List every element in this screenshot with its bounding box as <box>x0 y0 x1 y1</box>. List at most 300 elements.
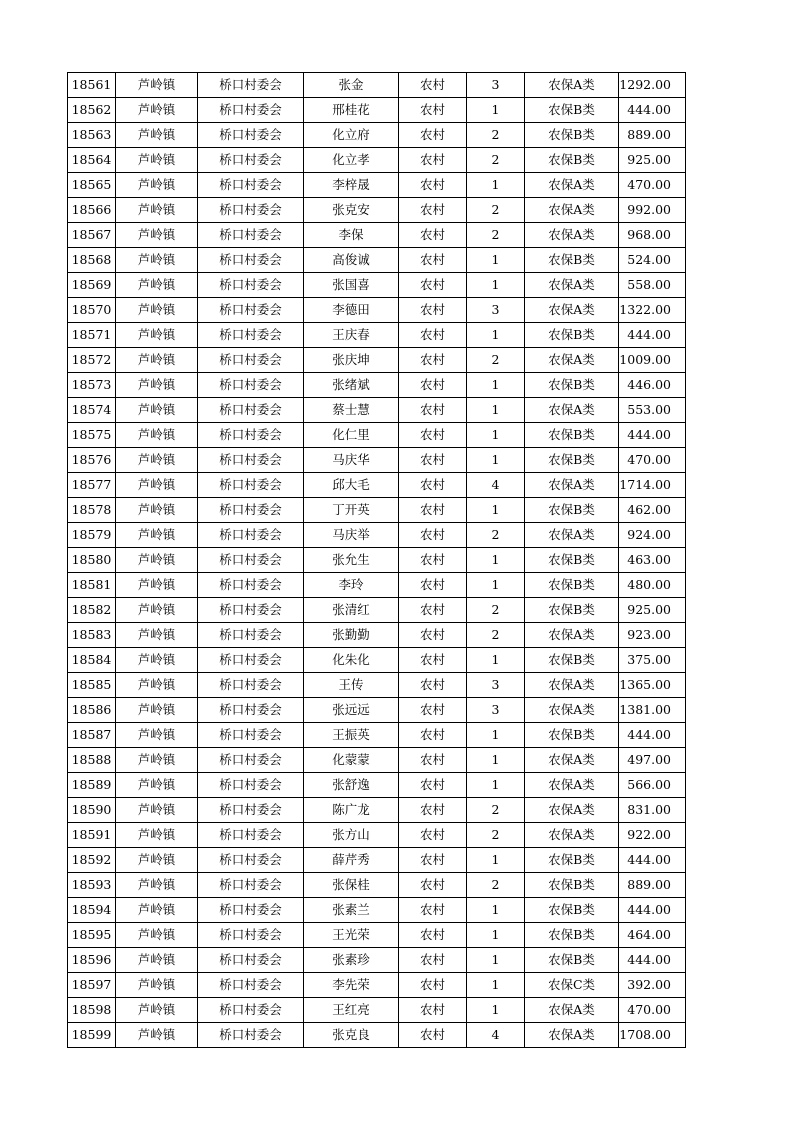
person-name-cell: 张克良 <box>304 1023 399 1048</box>
person-name-cell: 张清红 <box>304 598 399 623</box>
row-number-cell: 18588 <box>68 748 116 773</box>
row-number-cell: 18563 <box>68 123 116 148</box>
village-committee-cell: 桥口村委会 <box>198 273 304 298</box>
row-number-cell: 18596 <box>68 948 116 973</box>
insurance-category-cell: 农保B类 <box>525 548 619 573</box>
household-count-cell: 2 <box>467 873 525 898</box>
area-type-cell: 农村 <box>399 798 467 823</box>
insurance-category-cell: 农保B类 <box>525 323 619 348</box>
insurance-category-cell: 农保B类 <box>525 248 619 273</box>
table-row <box>68 648 686 673</box>
area-type-cell: 农村 <box>399 998 467 1023</box>
area-type-cell: 农村 <box>399 123 467 148</box>
table-row <box>68 173 686 198</box>
person-name-cell: 张绪斌 <box>304 373 399 398</box>
town-cell: 芦岭镇 <box>116 923 198 948</box>
row-number-cell: 18583 <box>68 623 116 648</box>
insurance-category-cell: 农保B类 <box>525 923 619 948</box>
person-name-cell: 张允生 <box>304 548 399 573</box>
insurance-category-cell: 农保B类 <box>525 423 619 448</box>
area-type-cell: 农村 <box>399 473 467 498</box>
row-number-cell: 18581 <box>68 573 116 598</box>
area-type-cell: 农村 <box>399 973 467 998</box>
household-count-cell: 3 <box>467 698 525 723</box>
village-committee-cell: 桥口村委会 <box>198 123 304 148</box>
table-row <box>68 148 686 173</box>
household-count-cell: 1 <box>467 848 525 873</box>
person-name-cell: 张国喜 <box>304 273 399 298</box>
row-number-cell: 18578 <box>68 498 116 523</box>
amount-cell: 558.00 <box>619 273 686 298</box>
person-name-cell: 李保 <box>304 223 399 248</box>
household-count-cell: 3 <box>467 673 525 698</box>
amount-cell: 392.00 <box>619 973 686 998</box>
table-row <box>68 273 686 298</box>
area-type-cell: 农村 <box>399 873 467 898</box>
village-committee-cell: 桥口村委会 <box>198 498 304 523</box>
town-cell: 芦岭镇 <box>116 423 198 448</box>
table-row <box>68 973 686 998</box>
table-row <box>68 98 686 123</box>
village-committee-cell: 桥口村委会 <box>198 298 304 323</box>
table-row <box>68 523 686 548</box>
row-number-cell: 18561 <box>68 73 116 98</box>
area-type-cell: 农村 <box>399 448 467 473</box>
area-type-cell: 农村 <box>399 898 467 923</box>
amount-cell: 1009.00 <box>619 348 686 373</box>
insurance-category-cell: 农保B类 <box>525 373 619 398</box>
village-committee-cell: 桥口村委会 <box>198 623 304 648</box>
town-cell: 芦岭镇 <box>116 548 198 573</box>
area-type-cell: 农村 <box>399 948 467 973</box>
table-row <box>68 598 686 623</box>
area-type-cell: 农村 <box>399 573 467 598</box>
household-count-cell: 1 <box>467 273 525 298</box>
town-cell: 芦岭镇 <box>116 898 198 923</box>
person-name-cell: 化仁里 <box>304 423 399 448</box>
person-name-cell: 王庆春 <box>304 323 399 348</box>
area-type-cell: 农村 <box>399 148 467 173</box>
amount-cell: 923.00 <box>619 623 686 648</box>
village-committee-cell: 桥口村委会 <box>198 698 304 723</box>
household-count-cell: 2 <box>467 348 525 373</box>
town-cell: 芦岭镇 <box>116 723 198 748</box>
amount-cell: 1292.00 <box>619 73 686 98</box>
table-row <box>68 248 686 273</box>
town-cell: 芦岭镇 <box>116 348 198 373</box>
village-committee-cell: 桥口村委会 <box>198 73 304 98</box>
household-count-cell: 1 <box>467 573 525 598</box>
table-row <box>68 573 686 598</box>
household-count-cell: 1 <box>467 248 525 273</box>
insurance-category-cell: 农保A类 <box>525 998 619 1023</box>
amount-cell: 444.00 <box>619 98 686 123</box>
insurance-category-cell: 农保A类 <box>525 173 619 198</box>
town-cell: 芦岭镇 <box>116 398 198 423</box>
village-committee-cell: 桥口村委会 <box>198 98 304 123</box>
area-type-cell: 农村 <box>399 423 467 448</box>
household-count-cell: 1 <box>467 898 525 923</box>
household-count-cell: 2 <box>467 598 525 623</box>
area-type-cell: 农村 <box>399 323 467 348</box>
household-count-cell: 2 <box>467 123 525 148</box>
household-count-cell: 3 <box>467 73 525 98</box>
insurance-category-cell: 农保A类 <box>525 673 619 698</box>
insurance-category-cell: 农保A类 <box>525 748 619 773</box>
village-committee-cell: 桥口村委会 <box>198 648 304 673</box>
table-row <box>68 348 686 373</box>
village-committee-cell: 桥口村委会 <box>198 198 304 223</box>
person-name-cell: 化立府 <box>304 123 399 148</box>
household-count-cell: 1 <box>467 948 525 973</box>
household-count-cell: 1 <box>467 748 525 773</box>
table-row <box>68 773 686 798</box>
insurance-category-cell: 农保B类 <box>525 648 619 673</box>
amount-cell: 1714.00 <box>619 473 686 498</box>
amount-cell: 889.00 <box>619 123 686 148</box>
amount-cell: 566.00 <box>619 773 686 798</box>
area-type-cell: 农村 <box>399 173 467 198</box>
row-number-cell: 18569 <box>68 273 116 298</box>
person-name-cell: 薛芹秀 <box>304 848 399 873</box>
area-type-cell: 农村 <box>399 598 467 623</box>
town-cell: 芦岭镇 <box>116 148 198 173</box>
town-cell: 芦岭镇 <box>116 73 198 98</box>
insurance-category-cell: 农保B类 <box>525 148 619 173</box>
row-number-cell: 18573 <box>68 373 116 398</box>
person-name-cell: 化立孝 <box>304 148 399 173</box>
amount-cell: 464.00 <box>619 923 686 948</box>
town-cell: 芦岭镇 <box>116 248 198 273</box>
row-number-cell: 18595 <box>68 923 116 948</box>
amount-cell: 553.00 <box>619 398 686 423</box>
area-type-cell: 农村 <box>399 1023 467 1048</box>
table-row <box>68 823 686 848</box>
town-cell: 芦岭镇 <box>116 123 198 148</box>
town-cell: 芦岭镇 <box>116 298 198 323</box>
town-cell: 芦岭镇 <box>116 98 198 123</box>
person-name-cell: 王振英 <box>304 723 399 748</box>
amount-cell: 1365.00 <box>619 673 686 698</box>
amount-cell: 1322.00 <box>619 298 686 323</box>
person-name-cell: 化朱化 <box>304 648 399 673</box>
amount-cell: 497.00 <box>619 748 686 773</box>
household-count-cell: 2 <box>467 523 525 548</box>
table-row <box>68 1023 686 1048</box>
area-type-cell: 农村 <box>399 848 467 873</box>
amount-cell: 470.00 <box>619 173 686 198</box>
person-name-cell: 丁开英 <box>304 498 399 523</box>
amount-cell: 463.00 <box>619 548 686 573</box>
amount-cell: 480.00 <box>619 573 686 598</box>
village-committee-cell: 桥口村委会 <box>198 1023 304 1048</box>
area-type-cell: 农村 <box>399 198 467 223</box>
village-committee-cell: 桥口村委会 <box>198 523 304 548</box>
insurance-category-cell: 农保A类 <box>525 73 619 98</box>
village-committee-cell: 桥口村委会 <box>198 448 304 473</box>
town-cell: 芦岭镇 <box>116 873 198 898</box>
row-number-cell: 18593 <box>68 873 116 898</box>
town-cell: 芦岭镇 <box>116 948 198 973</box>
household-count-cell: 1 <box>467 923 525 948</box>
town-cell: 芦岭镇 <box>116 773 198 798</box>
town-cell: 芦岭镇 <box>116 323 198 348</box>
town-cell: 芦岭镇 <box>116 273 198 298</box>
table-row <box>68 723 686 748</box>
table-row <box>68 123 686 148</box>
household-count-cell: 2 <box>467 798 525 823</box>
household-count-cell: 1 <box>467 323 525 348</box>
village-committee-cell: 桥口村委会 <box>198 348 304 373</box>
person-name-cell: 张金 <box>304 73 399 98</box>
person-name-cell: 李梓晟 <box>304 173 399 198</box>
table-row <box>68 223 686 248</box>
insurance-category-cell: 农保B类 <box>525 898 619 923</box>
household-count-cell: 1 <box>467 498 525 523</box>
person-name-cell: 王红亮 <box>304 998 399 1023</box>
row-number-cell: 18574 <box>68 398 116 423</box>
person-name-cell: 高俊诚 <box>304 248 399 273</box>
town-cell: 芦岭镇 <box>116 198 198 223</box>
village-committee-cell: 桥口村委会 <box>198 823 304 848</box>
household-count-cell: 1 <box>467 448 525 473</box>
insurance-category-cell: 农保A类 <box>525 823 619 848</box>
amount-cell: 444.00 <box>619 323 686 348</box>
area-type-cell: 农村 <box>399 548 467 573</box>
town-cell: 芦岭镇 <box>116 523 198 548</box>
row-number-cell: 18584 <box>68 648 116 673</box>
row-number-cell: 18575 <box>68 423 116 448</box>
row-number-cell: 18579 <box>68 523 116 548</box>
row-number-cell: 18585 <box>68 673 116 698</box>
table-row <box>68 473 686 498</box>
household-count-cell: 2 <box>467 198 525 223</box>
area-type-cell: 农村 <box>399 298 467 323</box>
town-cell: 芦岭镇 <box>116 698 198 723</box>
area-type-cell: 农村 <box>399 723 467 748</box>
household-count-cell: 1 <box>467 723 525 748</box>
household-count-cell: 1 <box>467 973 525 998</box>
amount-cell: 462.00 <box>619 498 686 523</box>
table-row <box>68 73 686 98</box>
town-cell: 芦岭镇 <box>116 623 198 648</box>
table-row <box>68 623 686 648</box>
household-count-cell: 2 <box>467 148 525 173</box>
village-committee-cell: 桥口村委会 <box>198 673 304 698</box>
person-name-cell: 邢桂花 <box>304 98 399 123</box>
person-name-cell: 张方山 <box>304 823 399 848</box>
area-type-cell: 农村 <box>399 348 467 373</box>
household-count-cell: 2 <box>467 223 525 248</box>
village-committee-cell: 桥口村委会 <box>198 373 304 398</box>
table-row <box>68 423 686 448</box>
insurance-category-cell: 农保A类 <box>525 623 619 648</box>
town-cell: 芦岭镇 <box>116 973 198 998</box>
person-name-cell: 李玲 <box>304 573 399 598</box>
insurance-category-cell: 农保C类 <box>525 973 619 998</box>
insurance-category-cell: 农保A类 <box>525 773 619 798</box>
insurance-category-cell: 农保A类 <box>525 523 619 548</box>
village-committee-cell: 桥口村委会 <box>198 948 304 973</box>
village-committee-cell: 桥口村委会 <box>198 748 304 773</box>
table-row <box>68 798 686 823</box>
table-row <box>68 498 686 523</box>
village-committee-cell: 桥口村委会 <box>198 473 304 498</box>
row-number-cell: 18571 <box>68 323 116 348</box>
person-name-cell: 张素兰 <box>304 898 399 923</box>
person-name-cell: 张勤勤 <box>304 623 399 648</box>
row-number-cell: 18587 <box>68 723 116 748</box>
amount-cell: 444.00 <box>619 723 686 748</box>
amount-cell: 925.00 <box>619 148 686 173</box>
amount-cell: 444.00 <box>619 848 686 873</box>
amount-cell: 446.00 <box>619 373 686 398</box>
person-name-cell: 李德田 <box>304 298 399 323</box>
row-number-cell: 18564 <box>68 148 116 173</box>
village-committee-cell: 桥口村委会 <box>198 173 304 198</box>
table-row <box>68 698 686 723</box>
row-number-cell: 18565 <box>68 173 116 198</box>
village-committee-cell: 桥口村委会 <box>198 798 304 823</box>
table-row <box>68 548 686 573</box>
town-cell: 芦岭镇 <box>116 823 198 848</box>
insurance-category-cell: 农保B类 <box>525 723 619 748</box>
area-type-cell: 农村 <box>399 698 467 723</box>
town-cell: 芦岭镇 <box>116 573 198 598</box>
amount-cell: 444.00 <box>619 948 686 973</box>
amount-cell: 375.00 <box>619 648 686 673</box>
table-row <box>68 923 686 948</box>
person-name-cell: 张庆坤 <box>304 348 399 373</box>
table-row <box>68 848 686 873</box>
village-committee-cell: 桥口村委会 <box>198 773 304 798</box>
village-committee-cell: 桥口村委会 <box>198 423 304 448</box>
household-count-cell: 1 <box>467 398 525 423</box>
person-name-cell: 邱大毛 <box>304 473 399 498</box>
household-count-cell: 3 <box>467 298 525 323</box>
household-count-cell: 1 <box>467 423 525 448</box>
household-count-cell: 1 <box>467 373 525 398</box>
household-count-cell: 1 <box>467 548 525 573</box>
household-count-cell: 4 <box>467 1023 525 1048</box>
village-committee-cell: 桥口村委会 <box>198 923 304 948</box>
town-cell: 芦岭镇 <box>116 748 198 773</box>
area-type-cell: 农村 <box>399 923 467 948</box>
village-committee-cell: 桥口村委会 <box>198 973 304 998</box>
village-committee-cell: 桥口村委会 <box>198 398 304 423</box>
row-number-cell: 18566 <box>68 198 116 223</box>
insurance-category-cell: 农保B类 <box>525 598 619 623</box>
amount-cell: 922.00 <box>619 823 686 848</box>
insurance-category-cell: 农保A类 <box>525 273 619 298</box>
area-type-cell: 农村 <box>399 498 467 523</box>
town-cell: 芦岭镇 <box>116 448 198 473</box>
row-number-cell: 18592 <box>68 848 116 873</box>
insurance-category-cell: 农保A类 <box>525 298 619 323</box>
person-name-cell: 张舒逸 <box>304 773 399 798</box>
town-cell: 芦岭镇 <box>116 598 198 623</box>
village-committee-cell: 桥口村委会 <box>198 598 304 623</box>
town-cell: 芦岭镇 <box>116 223 198 248</box>
area-type-cell: 农村 <box>399 73 467 98</box>
area-type-cell: 农村 <box>399 773 467 798</box>
village-committee-cell: 桥口村委会 <box>198 723 304 748</box>
insurance-category-cell: 农保A类 <box>525 698 619 723</box>
amount-cell: 1708.00 <box>619 1023 686 1048</box>
person-name-cell: 马庆举 <box>304 523 399 548</box>
insurance-category-cell: 农保B类 <box>525 123 619 148</box>
row-number-cell: 18582 <box>68 598 116 623</box>
table-row <box>68 323 686 348</box>
household-count-cell: 1 <box>467 173 525 198</box>
household-count-cell: 1 <box>467 648 525 673</box>
household-count-cell: 2 <box>467 623 525 648</box>
area-type-cell: 农村 <box>399 98 467 123</box>
row-number-cell: 18594 <box>68 898 116 923</box>
table-row <box>68 898 686 923</box>
person-name-cell: 张远远 <box>304 698 399 723</box>
row-number-cell: 18568 <box>68 248 116 273</box>
area-type-cell: 农村 <box>399 748 467 773</box>
row-number-cell: 18576 <box>68 448 116 473</box>
village-committee-cell: 桥口村委会 <box>198 573 304 598</box>
town-cell: 芦岭镇 <box>116 473 198 498</box>
table-row <box>68 198 686 223</box>
town-cell: 芦岭镇 <box>116 673 198 698</box>
amount-cell: 524.00 <box>619 248 686 273</box>
village-committee-cell: 桥口村委会 <box>198 873 304 898</box>
amount-cell: 889.00 <box>619 873 686 898</box>
area-type-cell: 农村 <box>399 823 467 848</box>
table-row <box>68 448 686 473</box>
household-count-cell: 2 <box>467 823 525 848</box>
town-cell: 芦岭镇 <box>116 848 198 873</box>
insurance-category-cell: 农保B类 <box>525 848 619 873</box>
table-row <box>68 998 686 1023</box>
town-cell: 芦岭镇 <box>116 373 198 398</box>
amount-cell: 831.00 <box>619 798 686 823</box>
area-type-cell: 农村 <box>399 673 467 698</box>
village-committee-cell: 桥口村委会 <box>198 248 304 273</box>
table-row <box>68 948 686 973</box>
person-name-cell: 李先荣 <box>304 973 399 998</box>
town-cell: 芦岭镇 <box>116 173 198 198</box>
amount-cell: 470.00 <box>619 448 686 473</box>
row-number-cell: 18591 <box>68 823 116 848</box>
insurance-category-cell: 农保A类 <box>525 1023 619 1048</box>
person-name-cell: 张保桂 <box>304 873 399 898</box>
row-number-cell: 18577 <box>68 473 116 498</box>
insurance-category-cell: 农保B类 <box>525 873 619 898</box>
area-type-cell: 农村 <box>399 373 467 398</box>
person-name-cell: 化蒙蒙 <box>304 748 399 773</box>
row-number-cell: 18570 <box>68 298 116 323</box>
person-name-cell: 陈广龙 <box>304 798 399 823</box>
village-committee-cell: 桥口村委会 <box>198 548 304 573</box>
village-committee-cell: 桥口村委会 <box>198 148 304 173</box>
village-committee-cell: 桥口村委会 <box>198 848 304 873</box>
insurance-category-cell: 农保B类 <box>525 498 619 523</box>
area-type-cell: 农村 <box>399 223 467 248</box>
row-number-cell: 18572 <box>68 348 116 373</box>
amount-cell: 444.00 <box>619 898 686 923</box>
subsidy-table <box>67 72 686 1048</box>
household-count-cell: 1 <box>467 98 525 123</box>
row-number-cell: 18597 <box>68 973 116 998</box>
table-body <box>68 73 686 1048</box>
table-row <box>68 398 686 423</box>
amount-cell: 470.00 <box>619 998 686 1023</box>
